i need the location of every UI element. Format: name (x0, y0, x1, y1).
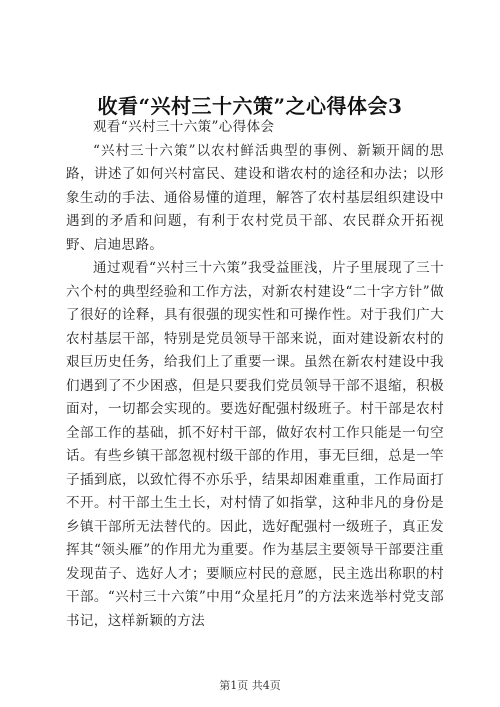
document-body (66, 116, 444, 633)
page-number: 第1页 共4页 (219, 679, 281, 692)
document-subtitle: 观看“兴村三十六策”心得体会 (93, 119, 275, 135)
paragraph-intro: “兴村三十六策”以农村鲜活典型的事例、新颖开阔的思路，讲述了如何兴村富民、建设和谐农村的途径和办法；以形象生动的手法、通俗易懂的道理，解答了农村基层组织建设中遇到的矛盾和问题，有利于农村党员干部、农民群众开拓视野、启迪思路。 (66, 142, 444, 253)
paragraph-main: 通过观看“兴村三十六策”我受益匪浅，片子里展现了三十六个村的典型经验和工作方法，对新农村建设“二十字方针”做了很好的诠释，具有很强的现实性和可操作性。对于我们广大农村基层干部，特别是党员领导干部来说，面对建设新农村的艰巨历史任务，给我们上了重要一课。虽然在新农村建设中我们遇到了不少困惑，但是只要我们党员领导干部不退缩，积极面对，一切都会实现的。要选好配强村级班子。村干部是农村全部工作的基础，抓不好村干部，做好农村工作只能是一句空话。有些乡镇干部忽视村级干部的作用，事无巨细，总是一竿子插到底，以致忙得不亦乐乎，结果却困难重重，工作局面打不开。村干部土生土长，对村情了如指掌，这种非凡的身份是乡镇干部所无法替代的。因此，选好配强村一级班子，真正发挥其“领头雁”的作用尤为重要。作为基层主要领导干部要注重发现苗子、选好人才；要顺应村民的意愿，民主选出称职的村干部。“兴村三十六策”中用“众星托月”的方法来选举村党支部书记，这样新颖的方法 (66, 260, 444, 629)
document-title: 收看“兴村三十六策”之心得体会3 (97, 94, 403, 118)
